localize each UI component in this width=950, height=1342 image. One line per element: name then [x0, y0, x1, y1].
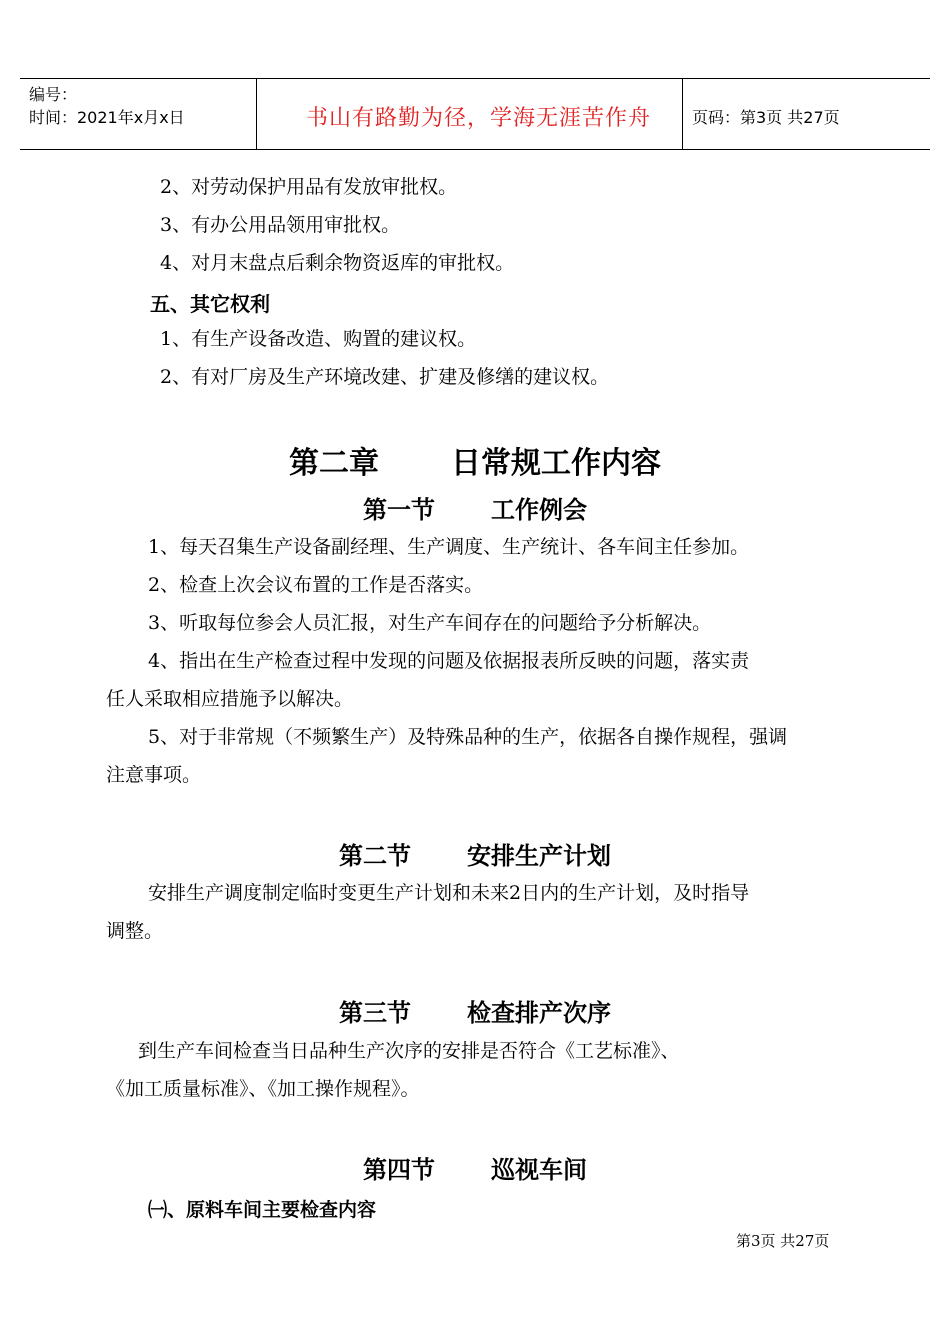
- text-line: 4、指出在生产检查过程中发现的问题及依据报表所反映的问题，落实责: [148, 650, 750, 672]
- section-heading: [0, 490, 950, 525]
- header-time: 时间：2021年x月x日: [29, 108, 185, 127]
- section-heading: [0, 836, 950, 871]
- text-line: 2、对劳动保护用品有发放审批权。: [160, 176, 458, 198]
- subheading: 五、其它权利: [150, 292, 270, 316]
- header-divider: [682, 79, 683, 149]
- section-number: 第四节: [363, 1156, 435, 1184]
- text-line: 《加工质量标准》、《加工操作规程》。: [106, 1078, 420, 1100]
- header-number: 编号：: [29, 85, 78, 104]
- text-line: 注意事项。: [106, 764, 202, 786]
- text-line: 3、听取每位参会人员汇报，对生产车间存在的问题给予分析解决。: [148, 612, 712, 634]
- text-line: 1、有生产设备改造、购置的建议权。: [160, 328, 477, 350]
- text-line: 5、对于非常规（不频繁生产）及特殊品种的生产，依据各自操作规程，强调: [148, 726, 788, 748]
- chapter-heading: [0, 438, 950, 482]
- subheading: ㈠、原料车间主要检查内容: [148, 1199, 377, 1221]
- chapter-title: 日常规工作内容: [451, 446, 661, 481]
- text-line: 2、有对厂房及生产环境改建、扩建及修缮的建议权。: [160, 366, 610, 388]
- header-page: 页码：第3页 共27页: [692, 108, 840, 127]
- text-line: 4、对月末盘点后剩余物资返库的审批权。: [160, 252, 515, 274]
- page-footer: 第3页 共27页: [736, 1232, 830, 1250]
- chapter-number: 第二章: [289, 446, 379, 481]
- header-divider: [256, 79, 257, 149]
- section-heading: [0, 993, 950, 1028]
- text-line: 3、有办公用品领用审批权。: [160, 214, 401, 236]
- header-meta: [29, 83, 185, 129]
- text-line: 安排生产调度制定临时变更生产计划和未来2日内的生产计划，及时指导: [148, 882, 750, 904]
- page-header: [20, 78, 930, 150]
- header-motto: 书山有路勤为径，学海无涯苦作舟: [305, 106, 651, 131]
- section-title: 工作例会: [491, 496, 587, 524]
- section-number: 第一节: [363, 496, 435, 524]
- section-number: 第三节: [339, 999, 411, 1027]
- text-line: 任人采取相应措施予以解决。: [106, 688, 354, 710]
- section-title: 检查排产次序: [467, 999, 611, 1027]
- section-number: 第二节: [339, 842, 411, 870]
- section-title: 巡视车间: [491, 1156, 587, 1184]
- text-line: 到生产车间检查当日品种生产次序的安排是否符合《工艺标准》、: [138, 1040, 680, 1062]
- text-line: 调整。: [106, 920, 164, 942]
- text-line: 1、每天召集生产设备副经理、生产调度、生产统计、各车间主任参加。: [148, 536, 750, 558]
- section-heading: [0, 1150, 950, 1185]
- text-line: 2、检查上次会议布置的工作是否落实。: [148, 574, 484, 596]
- section-title: 安排生产计划: [467, 842, 611, 870]
